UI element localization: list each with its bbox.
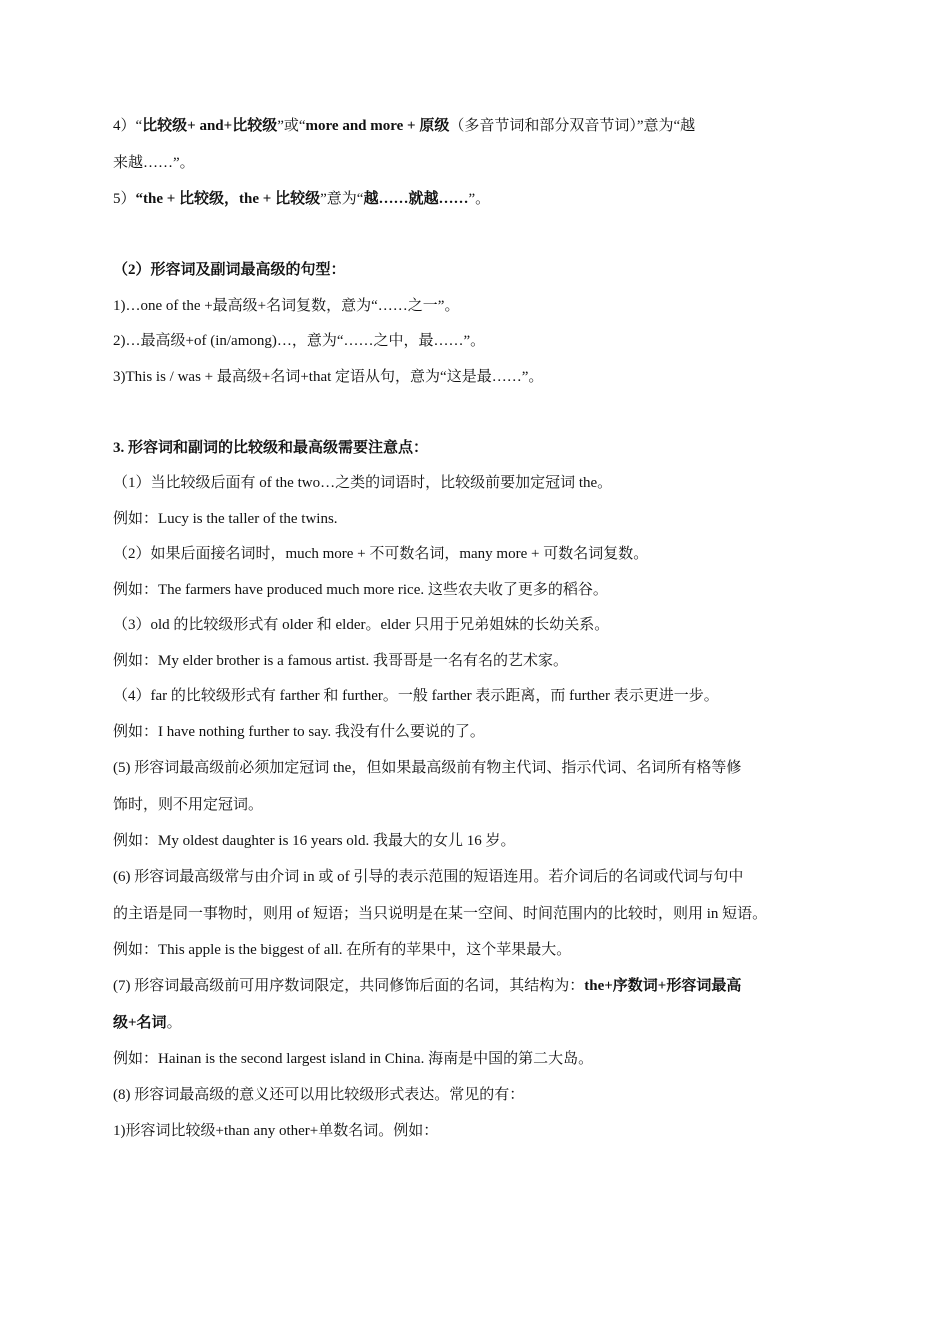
section-2-pattern-2: 2)…最高级+of (in/among)…，意为“……之中，最……”。	[113, 333, 486, 349]
note-8: (8) 形容词最高级的意义还可以用比较级形式表达。常见的有：	[113, 1087, 525, 1103]
example-3: 例如：My elder brother is a famous artist. 我哥哥是一名有名的艺术家。	[113, 653, 568, 669]
example-2: 例如：The farmers have produced much more rice. 这些农夫收了更多的稻谷。	[113, 582, 608, 598]
note-6-line-1: (6) 形容词最高级常与由介词 in 或 of 引导的表示范围的短语连用。若介词后的名词或代词与句中	[113, 869, 744, 885]
example-6: 例如：This apple is the biggest of all. 在所有的苹果中，这个苹果最大。	[113, 942, 572, 958]
note-5-line-2: 饰时，则不用定冠词。	[113, 797, 264, 813]
section-2-pattern-3: 3)This is / was + 最高级+名词+that 定语从句，意为“这是最……”。	[113, 369, 544, 385]
note-2: （2）如果后面接名词时，much more + 不可数名词，many more + 可数名词复数。	[113, 546, 649, 562]
note-7-line-2: 级+名词。	[113, 1015, 182, 1031]
note-1: （1）当比较级后面有 of the two…之类的词语时，比较级前要加定冠词 the。	[113, 475, 613, 491]
note-3: （3）old 的比较级形式有 older 和 elder。elder 只用于兄弟姐妹的长幼关系。	[113, 617, 610, 633]
item-4-line-1: 4）“比较级+ and+比较级”或“more and more + 原级（多音节词和部分双音节词）”意为“越	[113, 118, 696, 134]
example-5: 例如：My oldest daughter is 16 years old. 我最大的女儿 16 岁。	[113, 833, 516, 849]
item-5: 5）“the + 比较级，the + 比较级”意为“越……就越……”。	[113, 191, 491, 207]
section-3-heading: 3. 形容词和副词的比较级和最高级需要注意点：	[113, 440, 429, 456]
example-1: 例如：Lucy is the taller of the twins.	[113, 511, 338, 527]
note-6-line-2: 的主语是同一事物时，则用 of 短语；当只说明是在某一空间、时间范围内的比较时，则用 in 短语。	[113, 906, 768, 922]
note-5-line-1: (5) 形容词最高级前必须加定冠词 the，但如果最高级前有物主代词、指示代词、名词所有格等修	[113, 760, 742, 776]
section-2-pattern-1: 1)…one of the +最高级+名词复数，意为“……之一”。	[113, 298, 460, 314]
example-7: 例如：Hainan is the second largest island in China. 海南是中国的第二大岛。	[113, 1051, 594, 1067]
note-4: （4）far 的比较级形式有 farther 和 further。一般 farther 表示距离，而 further 表示更进一步。	[113, 688, 719, 704]
section-2-heading: （2）形容词及副词最高级的句型：	[113, 262, 346, 278]
item-4-line-2: 来越……”。	[113, 155, 195, 171]
note-8-item-1: 1)形容词比较级+than any other+单数名词。例如：	[113, 1123, 439, 1139]
example-4: 例如：I have nothing further to say. 我没有什么要说的了。	[113, 724, 485, 740]
note-7-line-1: (7) 形容词最高级前可用序数词限定，共同修饰后面的名词，其结构为：the+序数词+形容词最高	[113, 978, 742, 994]
